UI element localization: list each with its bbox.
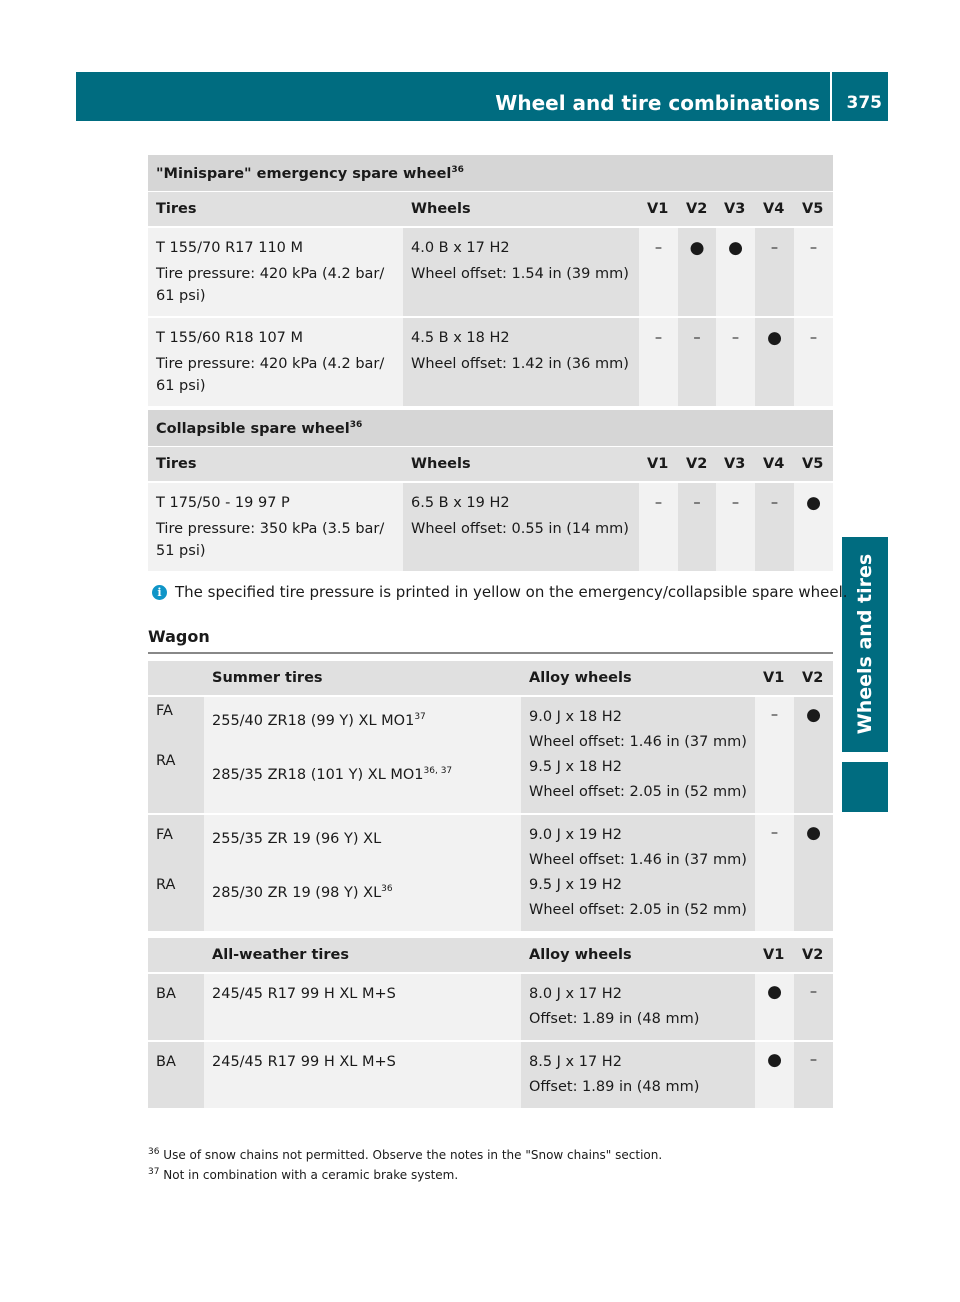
table-row xyxy=(148,974,833,1042)
wheel-offset: Offset: 1.89 in (48 mm) xyxy=(529,1079,700,1095)
compat-mark: – xyxy=(770,825,779,841)
column-header: Summer tires xyxy=(204,661,521,697)
tire-pressure: Tire pressure: 420 kPa (4.2 bar/ 61 psi) xyxy=(156,356,385,394)
page-header xyxy=(76,72,888,121)
column-header: V3 xyxy=(716,446,755,483)
header-divider xyxy=(830,72,832,121)
compat-mark: – xyxy=(731,495,740,511)
compat-mark: – xyxy=(731,330,740,346)
table-row xyxy=(148,697,833,815)
compat-mark: ● xyxy=(689,238,705,258)
tire-spec: 285/35 ZR18 (101 Y) XL MO1$^{36, 37}$ xyxy=(212,765,453,783)
compat-mark: ● xyxy=(767,328,782,348)
wheel-offset: Wheel offset: 0.55 in (14 mm) xyxy=(411,521,629,537)
column-header: V5 xyxy=(794,446,833,483)
column-header: Alloy wheels xyxy=(521,661,755,697)
tire-spec: 245/45 R17 99 H XL M+S xyxy=(212,1054,396,1070)
section-heading: Wagon xyxy=(148,627,210,646)
wheel-spec: 4.0 B x 17 H2 xyxy=(411,240,510,256)
wheel-offset: Wheel offset: 1.46 in (37 mm) xyxy=(529,734,747,750)
column-header: V2 xyxy=(678,446,716,483)
wheel-offset: Wheel offset: 1.54 in (39 mm) xyxy=(411,266,629,282)
column-header: V1 xyxy=(639,446,678,483)
info-note xyxy=(152,583,848,601)
compat-mark: – xyxy=(770,707,779,723)
table-row xyxy=(148,1042,833,1110)
compat-mark: – xyxy=(693,330,701,346)
compat-mark: – xyxy=(654,330,663,346)
compat-mark: – xyxy=(770,495,779,511)
wheel-offset: Wheel offset: 2.05 in (52 mm) xyxy=(529,902,747,918)
tire-spec: 245/45 R17 99 H XL M+S xyxy=(212,986,396,1002)
table-row xyxy=(148,228,833,318)
page-title: Wheel and tire combinations xyxy=(495,91,820,115)
table-caption: Collapsible spare wheel$^{36}$ xyxy=(148,410,833,446)
info-note-text: The specified tire pressure is printed in yellow on the emergency/collapsible spare wheel. xyxy=(175,583,848,601)
column-header: Tires xyxy=(148,446,403,483)
compat-mark: – xyxy=(809,1052,818,1068)
column-header: V5 xyxy=(794,191,833,228)
column-header: V2 xyxy=(678,191,716,228)
tire-spec: 255/35 ZR 19 (96 Y) XL xyxy=(212,830,382,847)
compat-mark: – xyxy=(770,240,779,256)
collapsible-table xyxy=(148,410,833,573)
wheel-spec: 9.5 J x 19 H2 xyxy=(529,877,622,893)
compat-mark: ● xyxy=(806,705,821,725)
info-icon: i xyxy=(152,585,167,600)
column-header: V1 xyxy=(755,661,794,697)
table-row xyxy=(148,318,833,408)
tire-spec: T 155/70 R17 110 M xyxy=(156,240,304,256)
tire-spec: 285/30 ZR 19 (98 Y) XL$^{36}$ xyxy=(212,883,393,901)
axle-label: FA xyxy=(156,827,173,843)
page-number: 375 xyxy=(846,93,882,113)
tire-spec: T 175/50 - 19 97 P xyxy=(156,495,290,511)
compat-mark: ● xyxy=(806,493,821,513)
column-header: All-weather tires xyxy=(204,938,521,974)
tire-pressure: Tire pressure: 420 kPa (4.2 bar/ 61 psi) xyxy=(156,266,385,304)
compat-mark: ● xyxy=(767,982,782,1002)
section-tab xyxy=(842,537,888,752)
table-row xyxy=(148,815,833,933)
column-header: V2 xyxy=(794,938,833,974)
section-divider xyxy=(148,652,833,654)
column-header: Wheels xyxy=(403,191,639,228)
compat-mark: – xyxy=(809,984,818,1000)
section-tab-marker xyxy=(842,762,888,812)
tire-pressure: Tire pressure: 350 kPa (3.5 bar/ 51 psi) xyxy=(156,521,385,559)
column-header: V4 xyxy=(755,191,794,228)
axle-label: RA xyxy=(156,753,176,769)
compat-mark: ● xyxy=(806,823,821,843)
compat-mark: – xyxy=(654,495,663,511)
footnote: $^{37}$ Not in combination with a ceramic brake system. xyxy=(148,1167,459,1182)
axle-label: FA xyxy=(156,703,173,719)
table-caption: "Minispare" emergency spare wheel$^{36}$ xyxy=(148,155,833,191)
wheel-spec: 9.0 J x 19 H2 xyxy=(529,827,622,843)
footnote: $^{36}$ Use of snow chains not permitted. Observe the notes in the "Snow chains" section. xyxy=(148,1147,663,1162)
column-header: Alloy wheels xyxy=(521,938,755,974)
wheel-spec: 4.5 B x 18 H2 xyxy=(411,330,510,346)
wheel-spec: 9.0 J x 18 H2 xyxy=(529,709,622,725)
column-header: V2 xyxy=(794,661,833,697)
tire-spec: 255/40 ZR18 (99 Y) XL $MO1^{37}$ xyxy=(212,712,426,729)
axle-label: RA xyxy=(156,877,176,893)
compat-mark: – xyxy=(809,240,818,256)
wheel-offset: Offset: 1.89 in (48 mm) xyxy=(529,1011,700,1027)
compat-mark: – xyxy=(693,495,701,511)
column-header: V3 xyxy=(716,191,755,228)
allweather-tires-table xyxy=(148,938,833,1110)
column-header: Tires xyxy=(148,191,403,228)
axle-label: BA xyxy=(156,1054,176,1070)
column-header xyxy=(148,661,204,697)
wheel-offset: Wheel offset: 1.42 in (36 mm) xyxy=(411,356,629,372)
section-tab-label: Wheels and tires xyxy=(854,553,876,735)
wheel-spec: 8.0 J x 17 H2 xyxy=(529,986,622,1002)
wheel-spec: 8.5 J x 17 H2 xyxy=(529,1054,622,1070)
wheel-spec: 6.5 B x 19 H2 xyxy=(411,495,510,511)
compat-mark: – xyxy=(654,240,663,256)
compat-mark: ● xyxy=(728,238,743,258)
wheel-spec: 9.5 J x 18 H2 xyxy=(529,759,622,775)
minispare-table xyxy=(148,155,833,408)
summer-tires-table xyxy=(148,661,833,933)
column-header: V4 xyxy=(755,446,794,483)
wheel-offset: Wheel offset: 1.46 in (37 mm) xyxy=(529,852,747,868)
column-header xyxy=(148,938,204,974)
tire-spec: T 155/60 R18 107 M xyxy=(156,330,304,346)
column-header: Wheels xyxy=(403,446,639,483)
column-header: V1 xyxy=(639,191,678,228)
axle-label: BA xyxy=(156,986,176,1002)
table-row xyxy=(148,483,833,573)
compat-mark: – xyxy=(809,330,818,346)
compat-mark: ● xyxy=(767,1050,782,1070)
column-header: V1 xyxy=(755,938,794,974)
wheel-offset: Wheel offset: 2.05 in (52 mm) xyxy=(529,784,747,800)
